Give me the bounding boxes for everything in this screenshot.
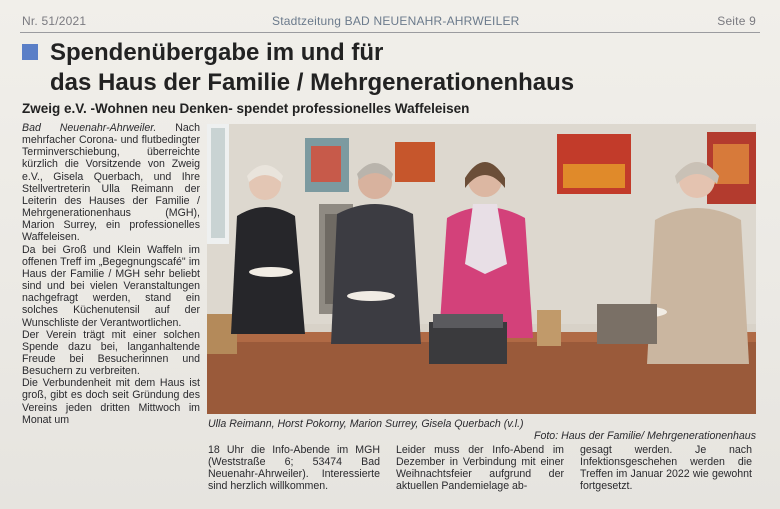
article-column-3: Leider muss der Info-Abend im Dezember in Verbindung mit einer Weihnachtsfeier aufgrund der aktuellen Pandemielage ab-: [396, 444, 564, 493]
dateline: Bad Neuenahr-Ahrweiler.: [22, 122, 157, 134]
section-square-icon: [22, 44, 38, 60]
photo-caption: Ulla Reimann, Horst Pokorny, Marion Surrey, Gisela Querbach (v.l.): [208, 418, 524, 430]
article-column-2: 18 Uhr die Info-Abende im MGH (Weststraße 6; 53474 Bad Neuenahr-Ahrweiler). Interessierte sind herzlich willkommen.: [208, 444, 380, 493]
article-column-1: [22, 122, 200, 426]
title-line-1: Spendenübergabe im und für: [50, 39, 384, 66]
article-photo: [207, 124, 756, 414]
header-rule: [20, 32, 760, 33]
paragraph-2: Da bei Groß und Klein Waffeln im offenen Treff im „Begegnungscafé" im Haus der Familie / MGH sehr beliebt sind und bei vielen Veranstaltungen nachgefragt werden, stand ein solches Küchenutensil auf der Wunschliste der Verantwortlichen.: [22, 243, 200, 329]
article-subtitle: Zweig e.V. -Wohnen neu Denken- spendet professionelles Waffeleisen: [22, 101, 470, 116]
photo-credit: Foto: Haus der Familie/ Mehrgenerationenhaus: [534, 430, 756, 442]
newspaper-name: Stadtzeitung BAD NEUENAHR-AHRWEILER: [272, 14, 520, 28]
article-title: [50, 38, 574, 98]
page-number: Seite 9: [717, 14, 756, 28]
paragraph-4: Die Verbundenheit mit dem Haus ist groß, gibt es doch seit Gründung des Vereins jeden dritten Mittwoch im Monat um: [22, 377, 200, 426]
issue-number: Nr. 51/2021: [22, 14, 87, 28]
paragraph-1: Nach mehrfacher Corona- und flutbedingter Terminverschiebung, überreichte kürzlich die Vorsitzende von Zweig e.V., Gisela Querbach, und Ihre Stellvertreterin Ulla Reimann der Leiterin des Hauses der Familie / Mehrgenerationenhaus (MGH), Marion Surrey, ein professionelles Waffeleisen.: [22, 122, 200, 244]
title-line-2: das Haus der Familie / Mehrgenerationenhaus: [50, 69, 575, 96]
paragraph-3: Der Verein trägt mit einer solchen Spende dazu bei, langanhaltende Freude bei Besucherinnen und Besuchern zu verbreiten.: [22, 328, 200, 378]
article-column-4: gesagt werden. Je nach Infektionsgeschehen werden die Treffen im Januar 2022 wie gewohnt fortgesetzt.: [580, 444, 752, 493]
